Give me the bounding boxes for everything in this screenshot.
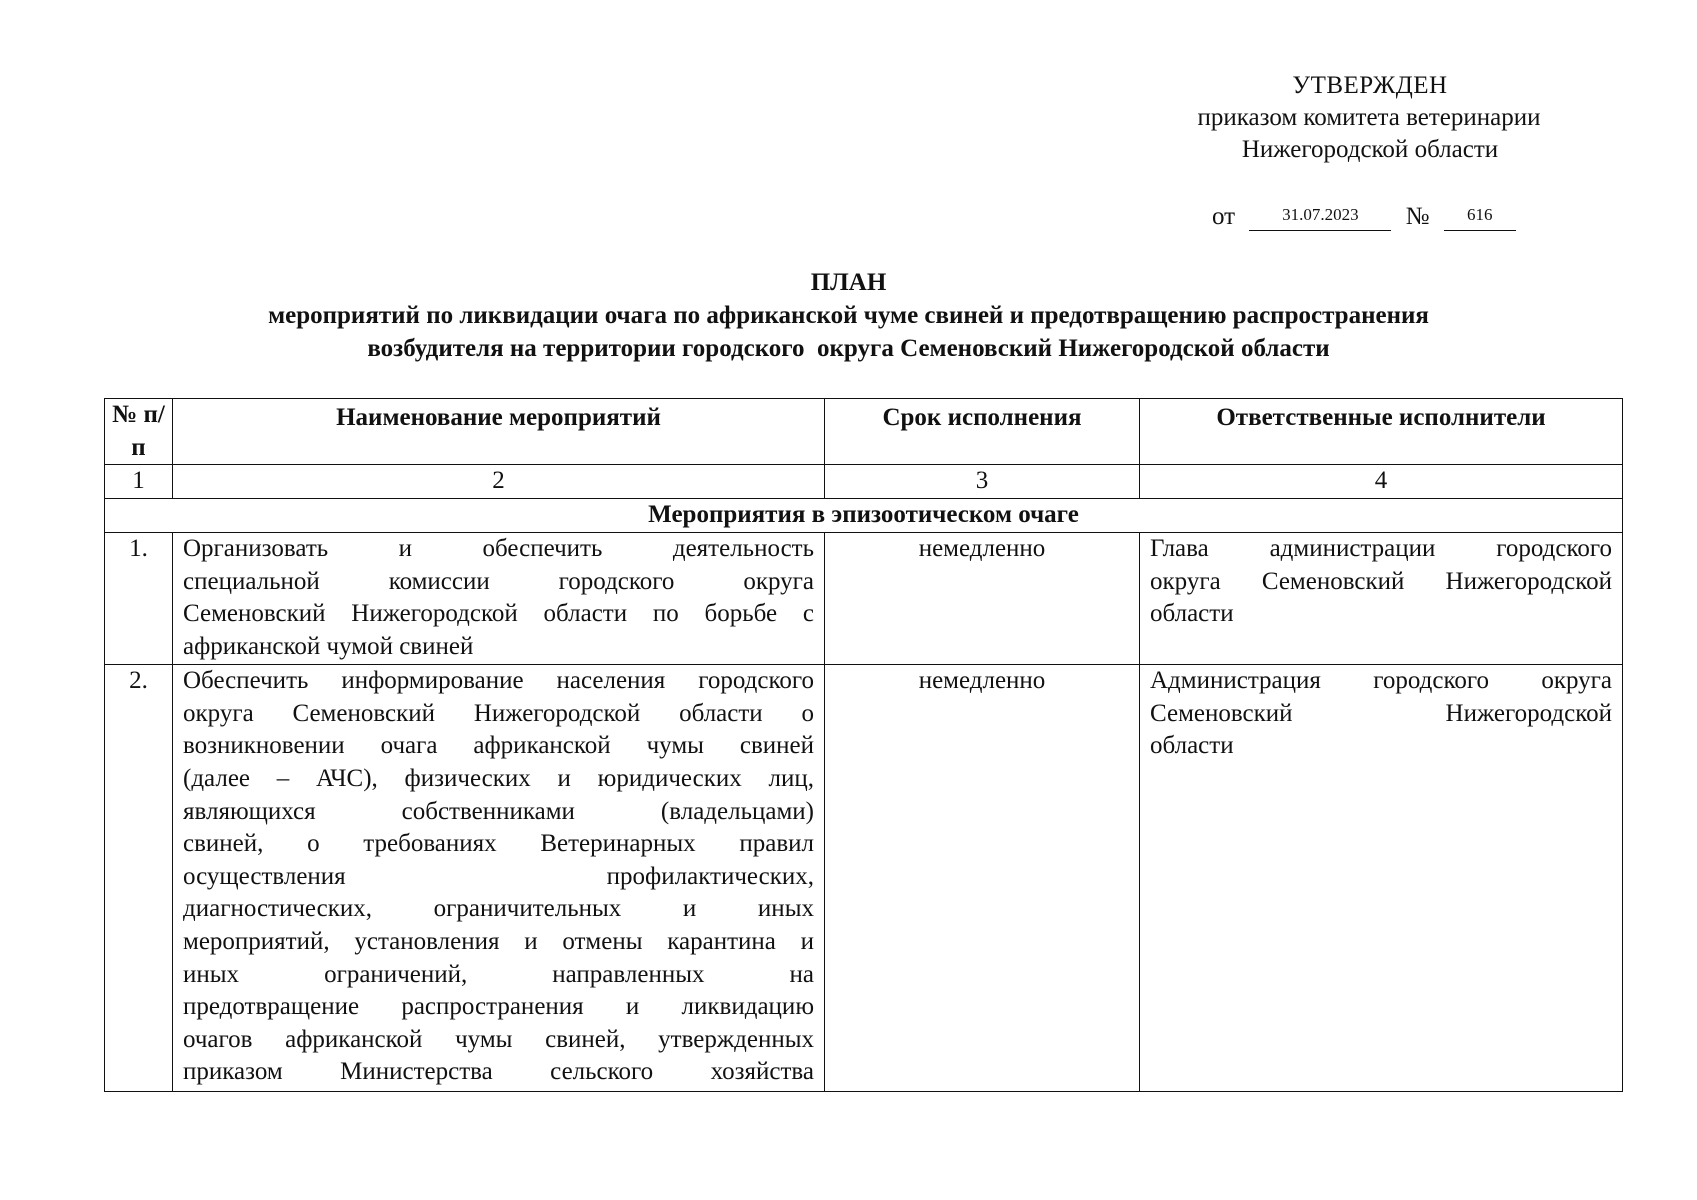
row-responsible xyxy=(1140,665,1623,1092)
row-responsible-line: Семеновский Нижегородской xyxy=(1150,699,1612,727)
row-name-line: возникновении очага африканской чумы свиней xyxy=(183,732,814,760)
order-number: 616 xyxy=(1444,204,1516,231)
row-name-line: (далее – АЧС), физических и юридических лиц, xyxy=(183,764,814,792)
header-row xyxy=(105,399,1623,465)
column-number: 3 xyxy=(825,465,1140,499)
row-number: 2. xyxy=(105,665,173,1092)
approval-title: УТВЕРЖДЕН xyxy=(1292,72,1448,99)
column-number-row xyxy=(105,465,1623,499)
header-deadline: Срок исполнения xyxy=(825,399,1140,465)
header-name: Наименование мероприятий xyxy=(173,399,825,465)
column-number: 2 xyxy=(173,465,825,499)
row-name-line: мероприятий, установления и отмены карантина и xyxy=(183,927,814,955)
row-name-line: иных ограничений, направленных на xyxy=(183,960,814,988)
row-deadline: немедленно xyxy=(825,533,1140,665)
number-sign: № xyxy=(1405,203,1430,230)
row-name-line: приказом Министерства сельского хозяйства xyxy=(183,1058,814,1086)
row-name xyxy=(173,533,825,665)
row-responsible-line: области xyxy=(1150,732,1234,760)
row-name-line: очагов африканской чумы свиней, утвержденных xyxy=(183,1025,814,1053)
header-num: № п/п xyxy=(105,399,173,465)
row-responsible-line: Глава администрации городского xyxy=(1150,535,1612,563)
row-name-line: Организовать и обеспечить деятельность xyxy=(183,535,814,563)
title-subtitle-1: мероприятий по ликвидации очага по африканской чуме свиней и предотвращению распространения xyxy=(268,302,1429,329)
column-number: 1 xyxy=(105,465,173,499)
row-responsible xyxy=(1140,533,1623,665)
approval-authority: приказом комитета ветеринарии xyxy=(1197,104,1541,131)
row-name-line: африканской чумой свиней xyxy=(183,632,474,660)
row-name-line: осуществления профилактических, xyxy=(183,862,814,890)
row-name-line: округа Семеновский Нижегородской области о xyxy=(183,699,814,727)
plan-table xyxy=(104,398,1623,1092)
row-deadline: немедленно xyxy=(825,665,1140,1092)
row-name-line: Обеспечить информирование населения городского xyxy=(183,667,814,695)
from-label: от xyxy=(1212,203,1236,230)
document-title xyxy=(0,266,1697,365)
row-name xyxy=(173,665,825,1092)
section-title: Мероприятия в эпизоотическом очаге xyxy=(105,499,1623,533)
row-name-line: являющихся собственниками (владельцами) xyxy=(183,797,814,825)
column-number: 4 xyxy=(1140,465,1623,499)
table-row xyxy=(105,665,1623,1092)
order-date: 31.07.2023 xyxy=(1249,204,1391,231)
row-name-line: специальной комиссии городского округа xyxy=(183,567,814,595)
row-responsible-line: Администрация городского округа xyxy=(1150,667,1612,695)
table-row xyxy=(105,533,1623,665)
row-responsible-line: области xyxy=(1150,600,1234,628)
approval-region: Нижегородской области xyxy=(1241,136,1499,163)
header-responsible: Ответственные исполнители xyxy=(1140,399,1623,465)
approval-stamp xyxy=(1150,70,1590,166)
row-name-line: диагностических, ограничительных и иных xyxy=(183,895,814,923)
title-subtitle-2: возбудителя на территории городского округа Семеновский Нижегородской области xyxy=(367,335,1330,362)
row-responsible-line: округа Семеновский Нижегородской xyxy=(1150,567,1612,595)
title-heading: ПЛАН xyxy=(810,269,887,296)
row-name-line: Семеновский Нижегородской области по борьбе с xyxy=(183,600,814,628)
row-name-line: предотвращение распространения и ликвидацию xyxy=(183,993,814,1021)
row-name-line: свиней, о требованиях Ветеринарных правил xyxy=(183,830,814,858)
order-reference xyxy=(1212,203,1516,235)
section-row xyxy=(105,499,1623,533)
row-number: 1. xyxy=(105,533,173,665)
